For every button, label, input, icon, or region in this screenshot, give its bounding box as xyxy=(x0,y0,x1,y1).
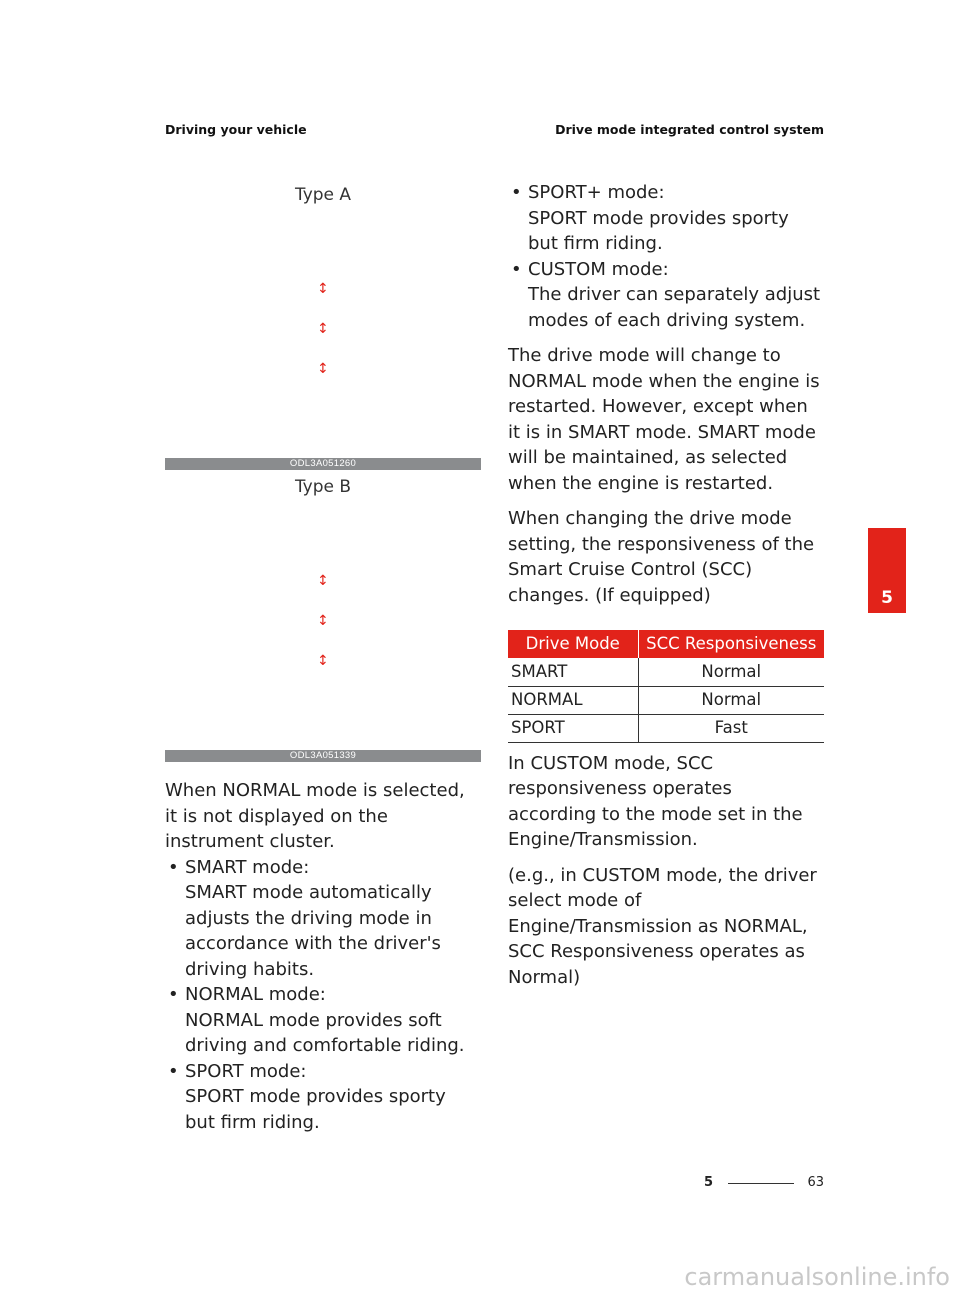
arrow-icon: ↕ xyxy=(317,321,329,337)
arrow-icon: ↕ xyxy=(317,613,329,629)
arrow-icon: ↕ xyxy=(317,361,329,377)
bullet-icon: • xyxy=(168,1060,179,1082)
footer-divider xyxy=(728,1183,794,1184)
bullet-icon: • xyxy=(168,984,179,1005)
page-number: 63 xyxy=(807,1175,824,1190)
bullet-icon: • xyxy=(511,182,522,203)
figure-title: Type A xyxy=(294,185,352,205)
left-body xyxy=(165,778,481,1135)
list-item xyxy=(165,1059,481,1136)
running-header-topic: Drive mode integrated control system xyxy=(555,122,824,137)
left-column xyxy=(165,180,481,1135)
mode-title: SPORT+ mode: xyxy=(528,182,665,203)
arrow-icon: ↕ xyxy=(317,573,329,589)
running-header-section: Driving your vehicle xyxy=(165,122,307,137)
figure-title: Type B xyxy=(294,477,352,497)
watermark: carmanualsonline.info xyxy=(684,1263,950,1291)
arrow-icon: ↕ xyxy=(317,281,329,297)
column-header-scc: SCC Responsiveness xyxy=(638,630,824,658)
table-cell: Normal xyxy=(638,658,824,686)
example-paragraph: (e.g., in CUSTOM mode, the driver select mode of Engine/Transmission as NORMAL, SCC Responsiveness operates as Normal) xyxy=(508,864,817,988)
figure-code: ODL3A051339 xyxy=(165,750,481,762)
mode-title: NORMAL mode: xyxy=(185,984,326,1005)
table-cell: Fast xyxy=(638,714,824,742)
mode-description: The driver can separately adjust modes of each driving system. xyxy=(528,284,821,331)
right-column xyxy=(508,180,824,990)
table-cell: SPORT xyxy=(508,714,638,742)
page-footer xyxy=(704,1175,824,1191)
chapter-tab: 5 xyxy=(868,528,906,613)
mode-description: SPORT mode provides sporty but firm riding. xyxy=(185,1086,446,1133)
figure-type-a xyxy=(165,180,481,470)
table-cell: NORMAL xyxy=(508,686,638,714)
figure-type-b xyxy=(165,472,481,762)
mode-description: NORMAL mode provides soft driving and comfortable riding. xyxy=(185,1009,465,1056)
list-item xyxy=(508,257,824,334)
scc-paragraph: When changing the drive mode setting, the responsiveness of the Smart Cruise Control (SCC) changes. (If equipped) xyxy=(508,508,815,606)
bullet-icon: • xyxy=(168,856,179,878)
mode-description: SMART mode automatically adjusts the driving mode in accordance with the driver's driving habits. xyxy=(185,882,441,980)
list-item xyxy=(165,855,481,983)
custom-paragraph: In CUSTOM mode, SCC responsiveness operates according to the mode set in the Engine/Transmission. xyxy=(508,752,803,850)
restart-paragraph: The drive mode will change to NORMAL mode when the engine is restarted. However, except when it is in SMART mode. SMART mode will be maintained, as selected when the engine is restarted. xyxy=(508,345,820,494)
scc-responsiveness-table xyxy=(508,630,824,743)
table-cell: Normal xyxy=(638,686,824,714)
intro-paragraph: When NORMAL mode is selected, it is not displayed on the instrument cluster. xyxy=(165,780,465,852)
mode-title: CUSTOM mode: xyxy=(528,258,669,280)
bullet-icon: • xyxy=(511,258,522,280)
mode-description: SPORT mode provides sporty but firm riding. xyxy=(528,207,789,254)
mode-title: SPORT mode: xyxy=(185,1060,307,1082)
column-header-drive-mode: Drive Mode xyxy=(508,630,638,658)
list-item xyxy=(165,982,481,1059)
list-item xyxy=(508,180,824,257)
table-row xyxy=(508,686,824,714)
mode-list xyxy=(508,180,824,333)
arrow-icon: ↕ xyxy=(317,653,329,669)
mode-title: SMART mode: xyxy=(185,856,310,878)
table-cell: SMART xyxy=(508,658,638,686)
figure-code: ODL3A051260 xyxy=(165,458,481,470)
mode-list xyxy=(165,855,481,1136)
table-header-row xyxy=(508,630,824,658)
table-row xyxy=(508,714,824,742)
table-row xyxy=(508,658,824,686)
footer-chapter: 5 xyxy=(704,1175,714,1190)
